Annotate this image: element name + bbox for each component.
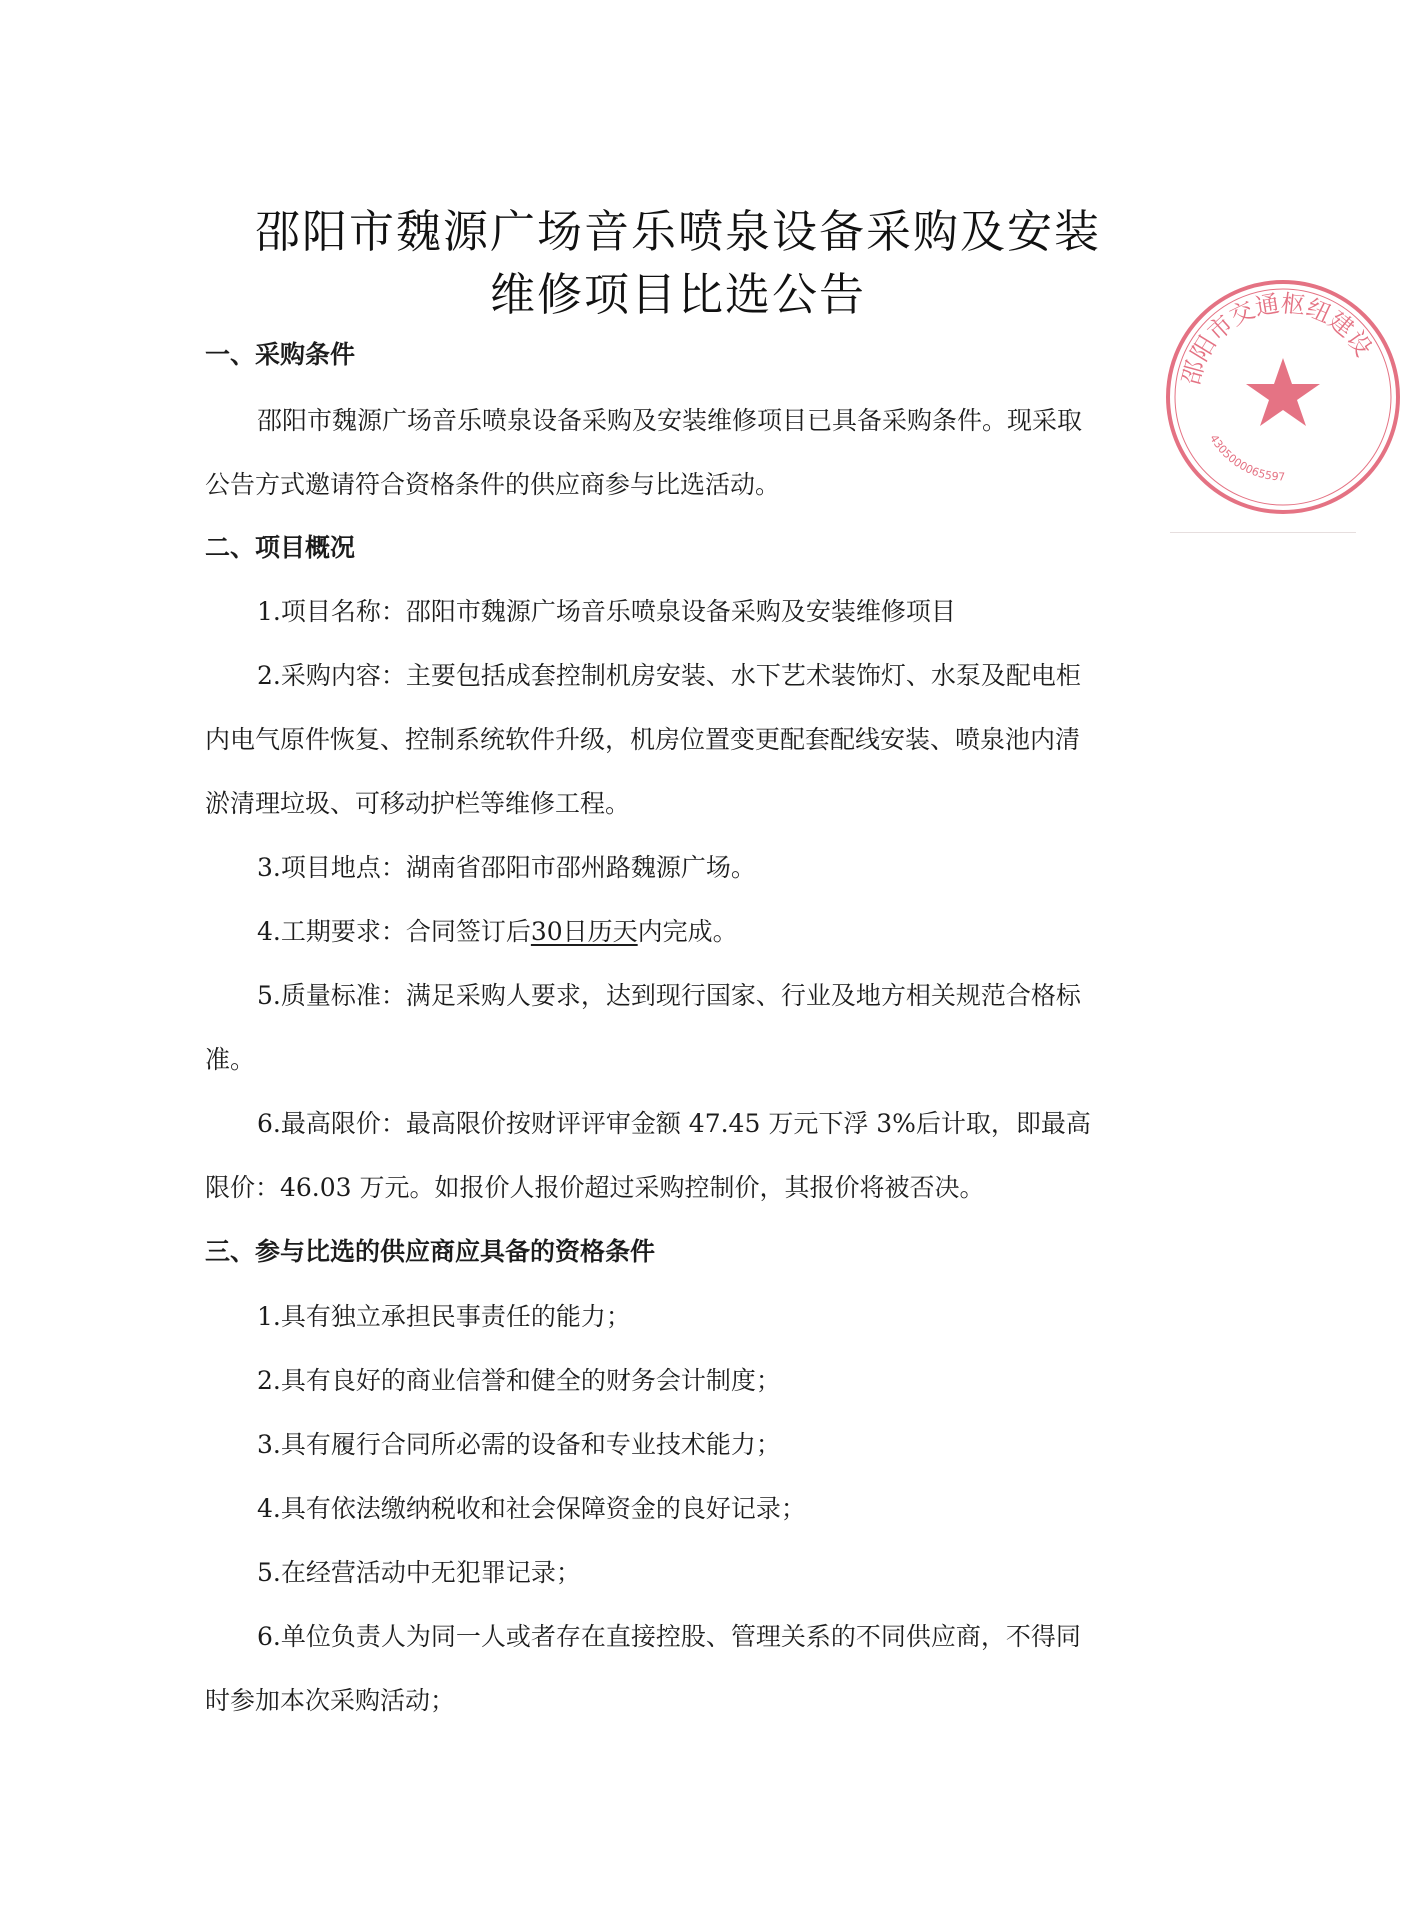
section1-paragraph-line1: 邵阳市魏源广场音乐喷泉设备采购及安装维修项目已具备采购条件。现采取 bbox=[257, 406, 1083, 435]
section3-heading: 三、参与比选的供应商应具备的资格条件 bbox=[205, 1237, 656, 1266]
official-seal bbox=[1158, 272, 1408, 522]
seal-text: 邵阳市交通枢纽建设 bbox=[1176, 289, 1378, 388]
document-title-line1: 邵阳市魏源广场音乐喷泉设备采购及安装 bbox=[254, 205, 1101, 258]
seal-star-icon bbox=[1246, 358, 1320, 426]
section2-item6-line1: 6.最高限价：最高限价按财评评审金额 47.45 万元下浮 3%后计取，即最高 bbox=[257, 1109, 1091, 1138]
section1-heading: 一、采购条件 bbox=[205, 340, 356, 369]
section2-item2-line3: 淤清理垃圾、可移动护栏等维修工程。 bbox=[205, 789, 631, 818]
section2-item2-line1: 2.采购内容：主要包括成套控制机房安装、水下艺术装饰灯、水泵及配电柜 bbox=[257, 661, 1081, 690]
section2-heading: 二、项目概况 bbox=[205, 533, 356, 562]
faint-divider bbox=[1170, 532, 1356, 533]
section2-item6-line2: 限价：46.03 万元。如报价人报价超过采购控制价，其报价将被否决。 bbox=[205, 1173, 985, 1202]
section2-item4-prefix: 4.工期要求：合同签订后 bbox=[257, 917, 531, 946]
section3-item5: 5.在经营活动中无犯罪记录； bbox=[257, 1558, 581, 1587]
section2-item2-line2: 内电气原件恢复、控制系统软件升级，机房位置变更配套配线安装、喷泉池内清 bbox=[205, 725, 1081, 754]
section2-item5-line1: 5.质量标准：满足采购人要求，达到现行国家、行业及地方相关规范合格标 bbox=[257, 981, 1081, 1010]
seal-code: 4305000065597 bbox=[1207, 432, 1286, 484]
section3-item1: 1.具有独立承担民事责任的能力； bbox=[257, 1302, 631, 1331]
section2-item5-line2: 准。 bbox=[205, 1045, 256, 1074]
section3-item3: 3.具有履行合同所必需的设备和专业技术能力； bbox=[257, 1430, 781, 1459]
section2-item1: 1.项目名称：邵阳市魏源广场音乐喷泉设备采购及安装维修项目 bbox=[257, 597, 956, 626]
section2-item4 bbox=[257, 919, 738, 944]
section3-item6-line2: 时参加本次采购活动； bbox=[205, 1686, 456, 1715]
section3-item4: 4.具有依法缴纳税收和社会保障资金的良好记录； bbox=[257, 1494, 806, 1523]
section1-paragraph-line2: 公告方式邀请符合资格条件的供应商参与比选活动。 bbox=[205, 470, 781, 499]
section2-item4-suffix: 内完成。 bbox=[637, 917, 738, 946]
section3-item2: 2.具有良好的商业信誉和健全的财务会计制度； bbox=[257, 1366, 781, 1395]
section2-item3: 3.项目地点：湖南省邵阳市邵州路魏源广场。 bbox=[257, 853, 756, 882]
document-title-line2: 维修项目比选公告 bbox=[489, 268, 866, 321]
section2-item4-duration: 30日历天 bbox=[530, 917, 638, 946]
section3-item6-line1: 6.单位负责人为同一人或者存在直接控股、管理关系的不同供应商，不得同 bbox=[257, 1622, 1081, 1651]
